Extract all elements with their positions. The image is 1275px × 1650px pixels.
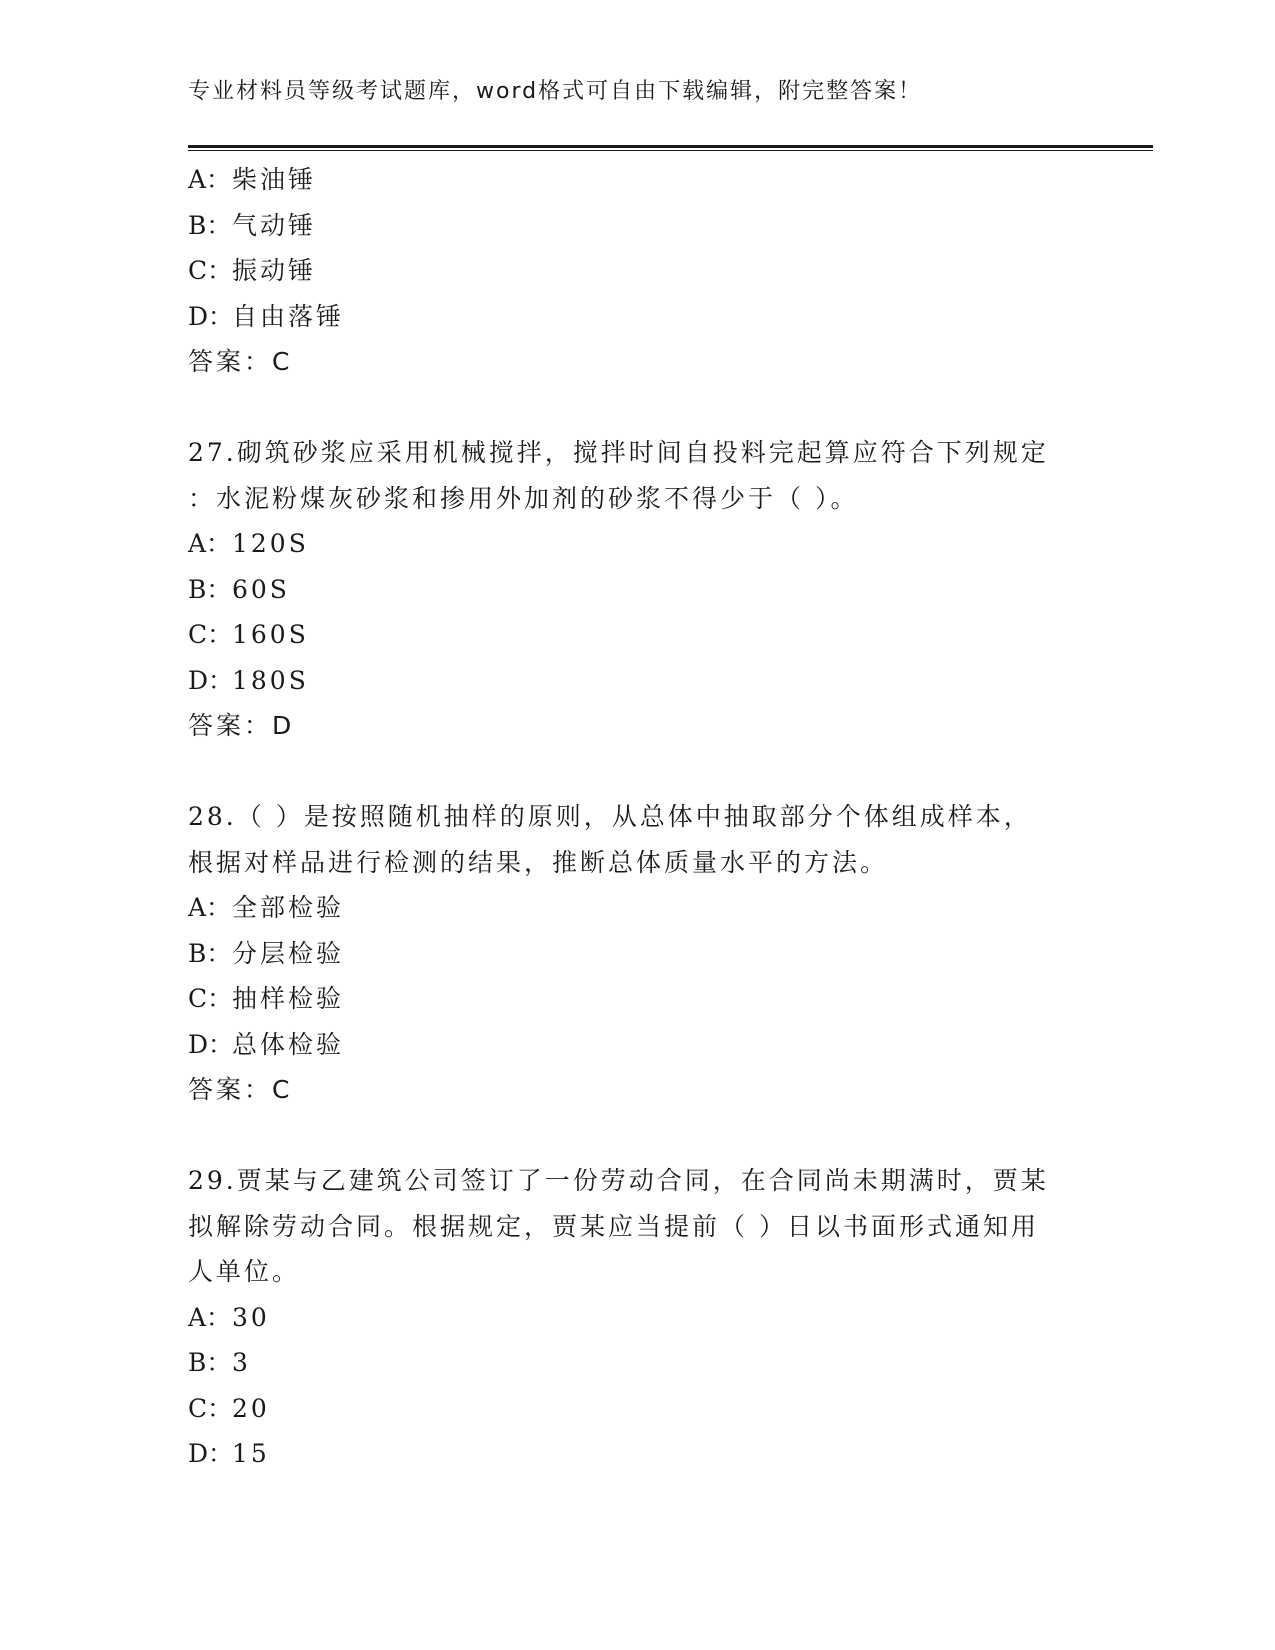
question-text-line: ：水泥粉煤灰砂浆和掺用外加剂的砂浆不得少于（ ）。 [188, 483, 859, 513]
option-c: C：抽样检验 [188, 984, 345, 1013]
option-c: C：20 [188, 1393, 270, 1423]
question-text-line: 人单位。 [188, 1257, 301, 1286]
question-content [188, 157, 1088, 1477]
question-27 [188, 430, 1088, 749]
spacer [188, 385, 1088, 431]
answer-line: 答案：C [188, 1075, 293, 1104]
option-a: A：柴油锤 [188, 165, 317, 194]
spacer [188, 1113, 1088, 1159]
option-d: D：180S [188, 665, 309, 695]
question-text-line: 29.贾某与乙建筑公司签订了一份劳动合同，在合同尚未期满时，贾某 [188, 1166, 1049, 1195]
question-28 [188, 794, 1088, 1113]
question-text-line: 28.（ ）是按照随机抽样的原则，从总体中抽取部分个体组成样本， [188, 802, 1032, 831]
option-a: A：120S [188, 529, 309, 558]
header-rule-thin [188, 150, 1153, 151]
option-b: B：3 [188, 1348, 251, 1377]
option-c: C：振动锤 [188, 256, 317, 285]
question-text-line: 27.砌筑砂浆应采用机械搅拌，搅拌时间自投料完起算应符合下列规定 [188, 438, 1049, 467]
option-c: C：160S [188, 620, 309, 649]
option-b: B：60S [188, 574, 290, 604]
header-rule-thick [188, 145, 1153, 148]
option-d: D：15 [188, 1439, 270, 1468]
answer-line: 答案：C [188, 347, 293, 376]
prev-question-options [188, 157, 1088, 385]
question-29 [188, 1158, 1088, 1477]
option-d: D：自由落锤 [188, 301, 345, 331]
option-b: B：分层检验 [188, 938, 345, 968]
option-a: A：30 [188, 1302, 270, 1332]
question-text-line: 根据对样品进行检测的结果，推断总体质量水平的方法。 [188, 847, 889, 877]
question-text-line: 拟解除劳动合同。根据规定，贾某应当提前（ ）日以书面形式通知用 [188, 1211, 1039, 1241]
option-b: B：气动锤 [188, 210, 317, 240]
answer-line: 答案：D [188, 711, 295, 740]
option-d: D：总体检验 [188, 1029, 345, 1059]
page-header: 专业材料员等级考试题库，word格式可自由下载编辑，附完整答案！ [188, 79, 923, 104]
spacer [188, 749, 1088, 795]
option-a: A：全部检验 [188, 893, 345, 922]
